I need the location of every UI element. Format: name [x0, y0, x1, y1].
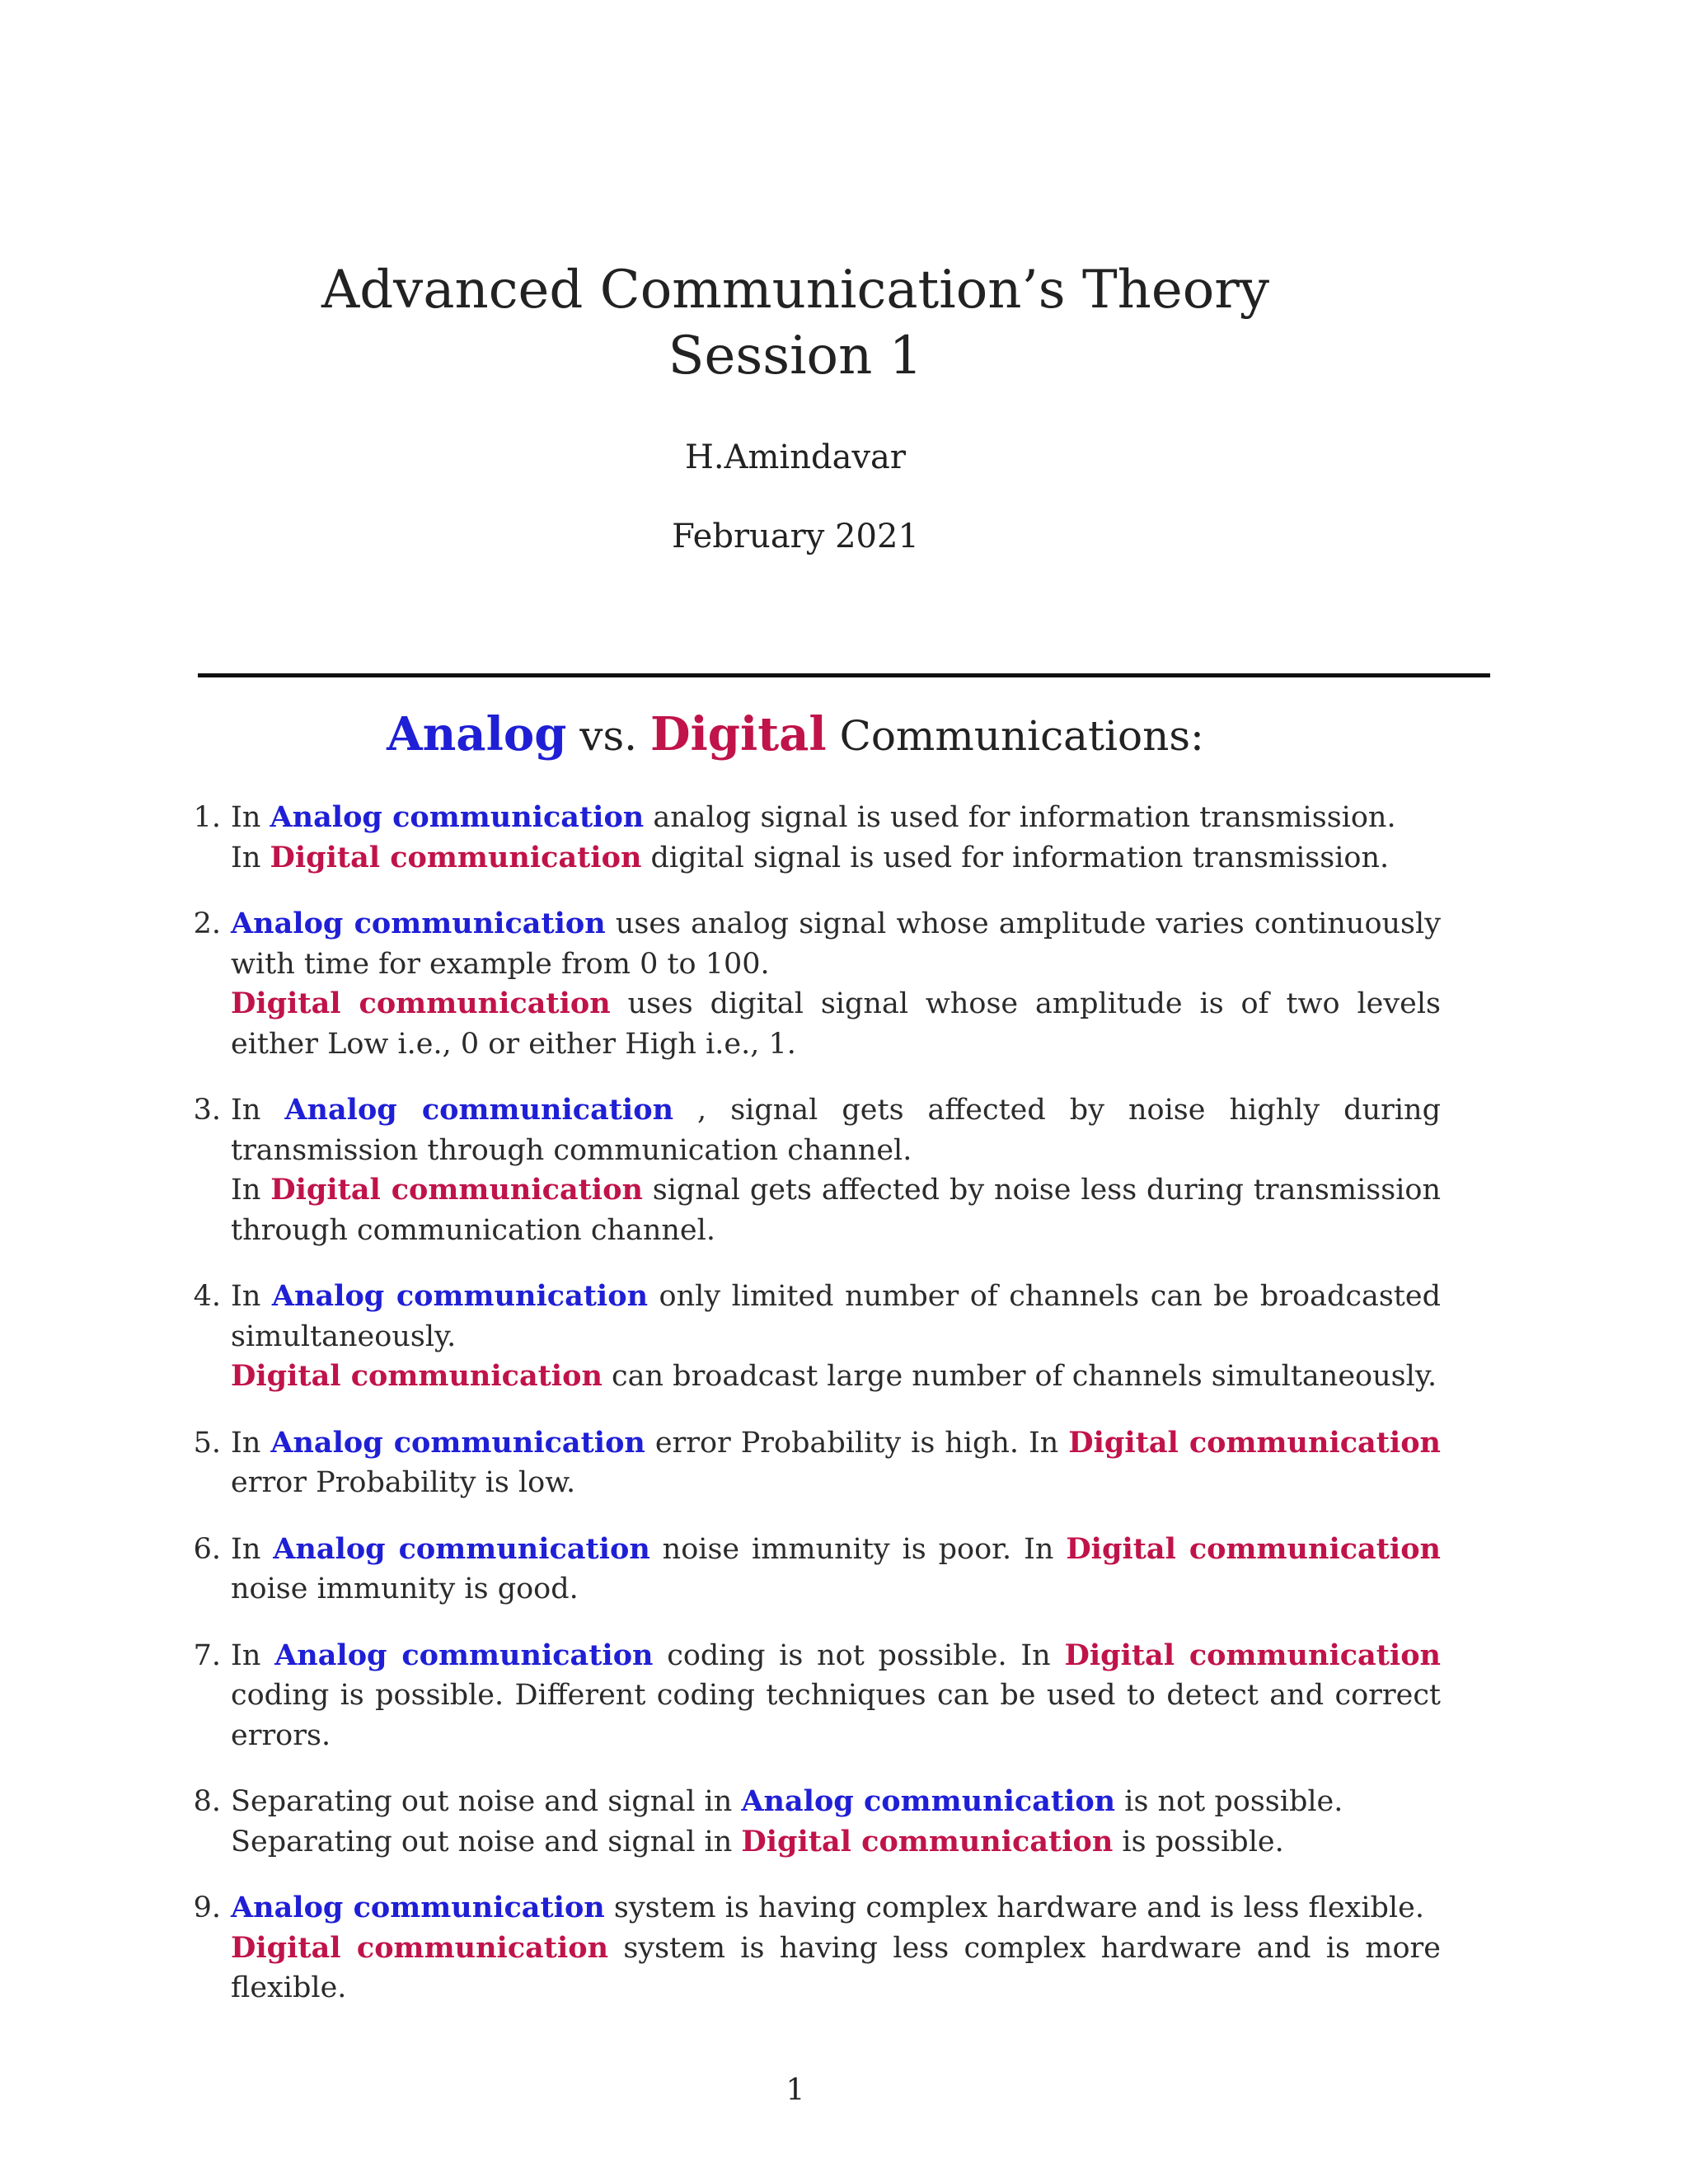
item-text: only limited number of channels can be broadcasted simultaneously.	[231, 1280, 1441, 1353]
page-number: 1	[785, 2074, 805, 2107]
item-digital-statement	[231, 984, 1441, 1064]
analog-term: Analog communication	[270, 1425, 645, 1460]
digital-term: Digital communication	[1064, 1638, 1441, 1672]
item-text: In	[231, 1280, 272, 1313]
item-number: 4.	[193, 1280, 221, 1313]
item-text: Separating out noise and signal in	[231, 1825, 742, 1858]
comparison-list	[181, 798, 1441, 2035]
item-number: 8.	[193, 1785, 221, 1818]
item-text: analog signal is used for information transmission.	[644, 801, 1396, 834]
item-text: In	[231, 1174, 271, 1207]
heading-vs: vs.	[566, 712, 650, 760]
digital-term: Digital communication	[231, 1359, 603, 1393]
analog-term: Analog communication	[270, 800, 645, 834]
item-number: 1.	[193, 801, 221, 834]
item-text: In	[231, 1532, 274, 1566]
item-text: In	[231, 841, 270, 874]
item-text: In	[231, 1638, 275, 1672]
digital-term: Digital communication	[741, 1824, 1114, 1858]
date: February 2021	[672, 518, 919, 555]
item-digital-statement	[231, 1357, 1441, 1397]
item-digital-statement	[231, 1929, 1441, 2008]
item-text: coding is not possible. In	[653, 1638, 1065, 1672]
item-text: In	[231, 801, 270, 834]
author: H.Amindavar	[685, 438, 906, 476]
list-item	[181, 1530, 1441, 1610]
list-item	[181, 798, 1441, 878]
item-statement	[231, 1530, 1441, 1610]
heading-digital: Digital	[649, 707, 827, 762]
item-text: system is having complex hardware and is less flexible.	[604, 1891, 1424, 1924]
item-text: is possible.	[1113, 1825, 1284, 1858]
item-number: 9.	[193, 1891, 221, 1924]
analog-term: Analog communication	[273, 1531, 650, 1566]
digital-term: Digital communication	[231, 1930, 609, 1965]
heading-analog: Analog	[387, 707, 567, 762]
item-text: uses analog signal whose amplitude varies continuously with time for example from 0 to 100.	[231, 907, 1441, 981]
analog-term: Analog communication	[271, 1279, 649, 1313]
analog-term: Analog communication	[231, 907, 606, 940]
item-text: , signal gets affected by noise highly during transmission through communication channel.	[231, 1094, 1441, 1167]
digital-term: Digital communication	[270, 1173, 643, 1207]
analog-term: Analog communication	[274, 1638, 654, 1672]
item-text: system is having less complex hardware and is more flexible.	[231, 1931, 1441, 2004]
item-analog-statement	[231, 1277, 1441, 1357]
item-text: Separating out noise and signal in	[231, 1785, 742, 1818]
digital-term: Digital communication	[270, 840, 642, 874]
digital-term: Digital communication	[1068, 1425, 1441, 1460]
list-item	[181, 1090, 1441, 1250]
item-text: can broadcast large number of channels simultaneously.	[602, 1360, 1437, 1393]
analog-term: Analog communication	[231, 1891, 605, 1924]
item-statement	[231, 1636, 1441, 1756]
item-text: uses digital signal whose amplitude is of two levels either Low i.e., 0 or either High i.e., 1.	[231, 987, 1441, 1061]
item-text: In	[231, 1426, 271, 1460]
item-digital-statement	[231, 838, 1441, 879]
item-number: 7.	[193, 1638, 221, 1672]
analog-term: Analog communication	[741, 1784, 1116, 1818]
digital-term: Digital communication	[1066, 1531, 1441, 1566]
title-line-2: Session 1	[668, 326, 923, 387]
digital-term: Digital communication	[231, 987, 611, 1020]
item-number: 2.	[193, 907, 221, 940]
item-text: signal gets affected by noise less during transmission through communication channel.	[231, 1174, 1442, 1247]
item-number: 3.	[193, 1094, 221, 1127]
list-item	[181, 904, 1441, 1064]
item-text: noise immunity is good.	[231, 1572, 579, 1605]
item-text: error Probability is high. In	[645, 1426, 1069, 1460]
item-analog-statement	[231, 798, 1441, 838]
title-line-1: Advanced Communication’s Theory	[321, 260, 1270, 321]
item-digital-statement	[231, 1822, 1441, 1863]
list-item	[181, 1888, 1441, 2008]
item-analog-statement	[231, 904, 1441, 984]
item-analog-statement	[231, 1782, 1441, 1822]
list-item	[181, 1277, 1441, 1397]
document-title	[0, 257, 1591, 389]
item-text: coding is possible. Different coding techniques can be used to detect and correct errors.	[231, 1679, 1441, 1752]
analog-term: Analog communication	[284, 1093, 674, 1127]
item-statement	[231, 1423, 1441, 1503]
horizontal-rule	[198, 673, 1490, 677]
item-analog-statement	[231, 1090, 1441, 1170]
item-number: 6.	[193, 1532, 221, 1566]
list-item	[181, 1782, 1441, 1862]
item-analog-statement	[231, 1888, 1441, 1929]
heading-rest: Communications:	[826, 712, 1204, 760]
item-text: is not possible.	[1115, 1785, 1343, 1818]
item-number: 5.	[193, 1426, 221, 1460]
list-item	[181, 1423, 1441, 1503]
section-heading	[0, 707, 1591, 762]
list-item	[181, 1636, 1441, 1756]
item-text: error Probability is low.	[231, 1466, 576, 1499]
item-text: noise immunity is poor. In	[649, 1532, 1067, 1566]
item-text: digital signal is used for information transmission.	[641, 841, 1390, 874]
item-text: In	[231, 1094, 285, 1127]
item-digital-statement	[231, 1170, 1441, 1250]
